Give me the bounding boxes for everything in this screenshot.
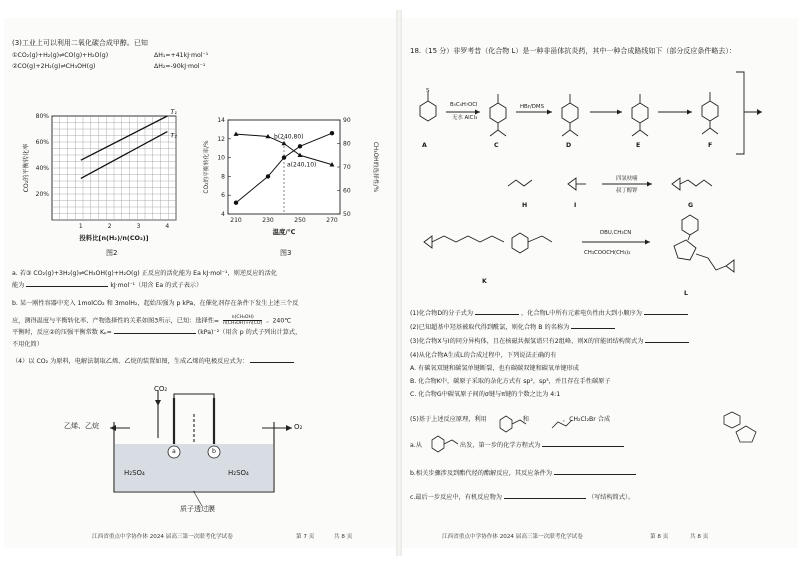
reagent-a-to-c-catalyst: 无水 AlCl₃: [452, 115, 478, 121]
left-footer: 江西省重点中学协作体 2024 届高三第一次联考化学试卷: [92, 534, 233, 540]
figure-3-chart: [200, 110, 380, 248]
question-b-text: 应，测得温度与平衡转化率、产物选择性的关系如图3所示，已知：选择性=: [12, 317, 220, 325]
question-4-text: （4）以 CO₂ 为原料，电解法制取乙烯、乙烷的装置如图，生成乙烯的电极反应式为：: [12, 358, 249, 365]
co2-arrow-head: [155, 400, 161, 406]
part3-title: (3)工业上可以利用二氧化碳合成甲醇。已知: [12, 39, 148, 47]
membrane-pointer: [194, 492, 202, 506]
q18-4: (4)从化合物A生成L的合成过程中，下列说法正确的有: [410, 352, 557, 359]
fig2-y-tick: 40%: [35, 165, 49, 172]
right-footer: 江西省重点中学协作体 2024 届高三第一次联考化学试卷: [442, 534, 583, 540]
label-c: C: [494, 142, 499, 149]
fig3-y-tick: 14: [217, 117, 225, 124]
q18-5a-text-b: 出发，第一步的化学方程式为: [459, 442, 541, 449]
q18-5-text: (5)基于上述反应原理，利用: [410, 416, 487, 423]
figure-3-caption: 图3: [280, 249, 292, 257]
membrane-label: 质子透过膜: [180, 505, 215, 513]
answer-blank-18-5a[interactable]: [542, 442, 624, 447]
selectivity-fraction: [223, 315, 262, 326]
fig3-y-tick: 10: [217, 154, 225, 162]
molecule-k-cyclopropyl: [424, 236, 432, 248]
fraction-numerator: n(CH₃OH): [223, 315, 262, 321]
figure-2-caption: 图2: [106, 249, 118, 257]
solution-right-label: H₂SO₄: [228, 469, 249, 477]
q18-1-text: (1)化合物D的分子式为: [410, 310, 474, 317]
solution-left-label: H₂SO₄: [124, 469, 145, 477]
fig2-series-label: T₂: [170, 131, 177, 140]
molecule-l-ring: [682, 215, 698, 235]
fig3-y-label: CO₂的平衡转化率/%: [204, 140, 210, 194]
q18-5c-text: c.最后一步反应中，有机反应物为: [410, 494, 502, 501]
fig3-conversion-point: [282, 155, 286, 159]
fraction-denominator: n(CH₃OH)+n(CO): [223, 321, 263, 327]
q18-3-text: (3)化合物X与I的同分异构体，且在核磁共振氢谱只有2组峰，则X的官能团结构简式为: [410, 338, 644, 345]
question-b-temp: 。240℃: [266, 317, 292, 325]
label-d: D: [566, 142, 572, 149]
answer-blank-18-1b[interactable]: [644, 310, 688, 315]
fig3-conversion-point: [234, 201, 238, 205]
fig3-x-tick: 210: [230, 217, 242, 224]
fig3-y-right-tick: 60: [343, 187, 351, 195]
fig3-y-tick: 12: [217, 135, 225, 143]
fig2-x-label: 投料比[n(H₂)/n(CO₂)]: [79, 234, 149, 242]
fig2-x-tick: 1: [78, 223, 83, 230]
electrode-a-label: a: [172, 448, 176, 455]
question-a-line1: a. 若③ CO₂(g)+3H₂(g)⇌CH₃OH(g)+H₂O(g) 正反应的活化能为 Ea kJ·mol⁻¹，则逆反应的活化: [12, 270, 277, 277]
answer-blank-18-5c[interactable]: [504, 494, 586, 499]
left-page: [4, 18, 396, 548]
answer-blank-b[interactable]: [114, 329, 196, 334]
q18-5a-text: a.从: [410, 442, 422, 449]
label-g: G: [688, 202, 694, 209]
synthesis-row-1: [406, 62, 796, 162]
methylthio-a: S: [426, 88, 430, 94]
q18-5c: [410, 494, 634, 502]
answer-blank-18-1a[interactable]: [475, 310, 519, 315]
reagent-hi-base: 叔丁醇钾: [616, 188, 638, 194]
q18-5a-structure: [428, 432, 468, 456]
molecule-h: [508, 180, 532, 186]
left-page-number: 第 7 页: [296, 534, 315, 540]
answer-blank-4[interactable]: [250, 358, 294, 363]
o2-label: O₂: [294, 423, 303, 431]
product-arrow-head: [110, 425, 116, 431]
question-18-title: 18.（15 分）非罗考昔（化合物 L）是一种非甾体抗炎药，其中一种合成路线如下（部分反应条件略去）：: [410, 47, 736, 55]
answer-blank-a[interactable]: [26, 282, 108, 287]
fig3-conversion-point: [330, 131, 334, 135]
question-b-line3: [12, 329, 301, 337]
reagent-hi-solvent: 四氢呋喃: [616, 176, 638, 182]
molecule-g-ring: [672, 178, 680, 190]
ring-a: [420, 101, 436, 121]
answer-blank-18-5b[interactable]: [554, 470, 636, 475]
fig3-x-tick: 250: [294, 217, 306, 224]
q18-5-and: 和: [522, 416, 529, 423]
q18-5-text-c: ，CH₂Cl₂Br 合成: [562, 416, 611, 423]
ring-f: [702, 101, 718, 121]
q18-3: [410, 338, 689, 346]
q18-5-structures: [496, 406, 786, 446]
molecule-l-lactone: [674, 240, 696, 260]
fig3-x-tick: 230: [262, 217, 274, 224]
fig2-y-tick: 20%: [35, 191, 49, 198]
fig2-x-tick: 4: [165, 223, 170, 230]
fig3-y-tick: 4: [221, 211, 225, 218]
fig2-y-tick: 80%: [35, 113, 49, 120]
question-b-kp: 平衡时，反应②的压强平衡常数 Kₚ=: [12, 329, 112, 336]
q18-5b-text: b.相关步骤涉及到酯代烃的酯解反应，其反应条件为: [410, 470, 553, 477]
label-k: K: [482, 278, 487, 285]
fig3-y-right-tick: 90: [343, 117, 351, 124]
answer-blank-18-2[interactable]: [571, 324, 615, 329]
question-b-line2: [12, 315, 291, 326]
synthesis-row-3: [412, 214, 792, 304]
reaction-2-dh: ΔH₂=-90kJ·mol⁻¹: [154, 63, 206, 70]
right-page-total: 共 8 页: [690, 534, 709, 540]
fig3-y-right-tick: 70: [343, 164, 351, 171]
fig3-y-right-label: CH₃OH的选择性/%: [372, 141, 378, 193]
q18-2: [410, 324, 615, 332]
fig2-y-tick: 60%: [35, 139, 49, 146]
label-a: A: [422, 142, 427, 149]
ring-e: [632, 103, 648, 123]
question-a-line2: [12, 282, 202, 290]
fig3-conversion-point: [266, 174, 270, 178]
left-page-total: 共 8 页: [334, 534, 353, 540]
q18-4-option-a: A. 有碳氧双键和碳氢单键断裂，也有碳碳双键和碳氧单键形成: [410, 365, 579, 372]
fig2-y-label: CO₂的平衡转化率: [23, 143, 30, 193]
q18-1-text-b: ，化合物L中所有元素电负性由大到小顺序为: [520, 310, 642, 317]
fig3-annotation-b: b(240,80): [274, 133, 304, 141]
question-a-prefix: 能为: [12, 282, 25, 289]
fig3-y-right-tick: 50: [343, 211, 351, 218]
ring-c: [490, 103, 506, 123]
fig3-annotation-a: a(240,10): [287, 161, 317, 169]
q18-4-option-c: C. 化合物G中碳氧原子间的σ键与π键的个数之比为 4:1: [410, 391, 561, 398]
q18-5b: [410, 470, 636, 478]
ethylene-ethane-label: 乙烯、乙烷: [64, 422, 99, 430]
q18-5c-text-b: （写结构简式）。: [587, 494, 635, 501]
fig3-y-tick: 6: [221, 192, 225, 200]
label-h: H: [522, 202, 528, 209]
reagent-c-to-d: HBr/DMS: [520, 104, 545, 110]
molecule-i-ring: [568, 178, 576, 190]
wire: [174, 394, 214, 398]
ring-d: [562, 103, 578, 123]
label-l: L: [684, 290, 688, 297]
q18-1: [410, 310, 688, 318]
question-4-line: [12, 358, 294, 366]
fig3-x-tick: 270: [326, 217, 338, 224]
right-page-number: 第 8 页: [650, 534, 669, 540]
fig3-y-tick: 8: [221, 173, 225, 181]
reagent-k-to-l-base: DBU,CH₃CN: [600, 230, 632, 236]
answer-blank-18-3[interactable]: [645, 338, 689, 343]
reagent-a-to-c: B₅C₄H₇OCl: [450, 102, 478, 108]
molecule-k-ring: [512, 233, 528, 253]
reaction-1-dh: ΔH₁=+41kJ·mol⁻¹: [154, 52, 209, 59]
fig3-y-right-tick: 80: [343, 140, 351, 148]
fig3-x-label: 温度/℃: [272, 228, 296, 236]
question-b-line1: b. 某一刚性容器中充入 1molCO₂ 和 3molH₂，起始压强为 p kPa，在催化剂存在条件下发生上述三个反: [12, 300, 299, 307]
fig2-series-label: T₁: [170, 108, 177, 116]
q18-4-option-b: B. 化合物K中，碳原子采取的杂化方式有 sp²，sp³，并且存在手性碳原子: [410, 378, 611, 385]
q18-2-text: (2)已知超基中羟基被取代得到酰氯，则化合物 B 的名称为: [410, 324, 570, 331]
label-e: E: [636, 142, 641, 149]
fig3-conversion-point: [298, 144, 302, 148]
figure-2-chart: [18, 108, 188, 248]
reaction-1: ①CO₂(g)+H₂(g)⇌CO(g)+H₂O(g): [12, 52, 109, 59]
electrolysis-apparatus: [74, 384, 314, 514]
reaction-2: ②CO(g)+2H₂(g)⇌CH₃OH(g): [12, 63, 96, 70]
fig2-x-tick: 2: [107, 223, 112, 230]
reagent-k-to-l-ester: CH₃COOCH(CH₃)₂: [584, 250, 631, 256]
question-b-unit: (kPa)⁻²（用含 p 的式子列出计算式，: [197, 329, 302, 336]
question-a-suffix: kJ·mol⁻¹（用含 Ea 的式子表示）: [110, 282, 203, 289]
electrode-b-label: b: [212, 448, 216, 455]
right-page: [402, 18, 798, 548]
question-b-line4: 不用化简）: [12, 341, 43, 348]
fig2-x-tick: 3: [136, 223, 141, 230]
co2-label: CO₂: [154, 385, 168, 393]
label-f: F: [708, 142, 713, 149]
o2-arrow-head: [286, 425, 292, 431]
electrolyte: [115, 444, 273, 491]
label-i: I: [574, 202, 577, 209]
